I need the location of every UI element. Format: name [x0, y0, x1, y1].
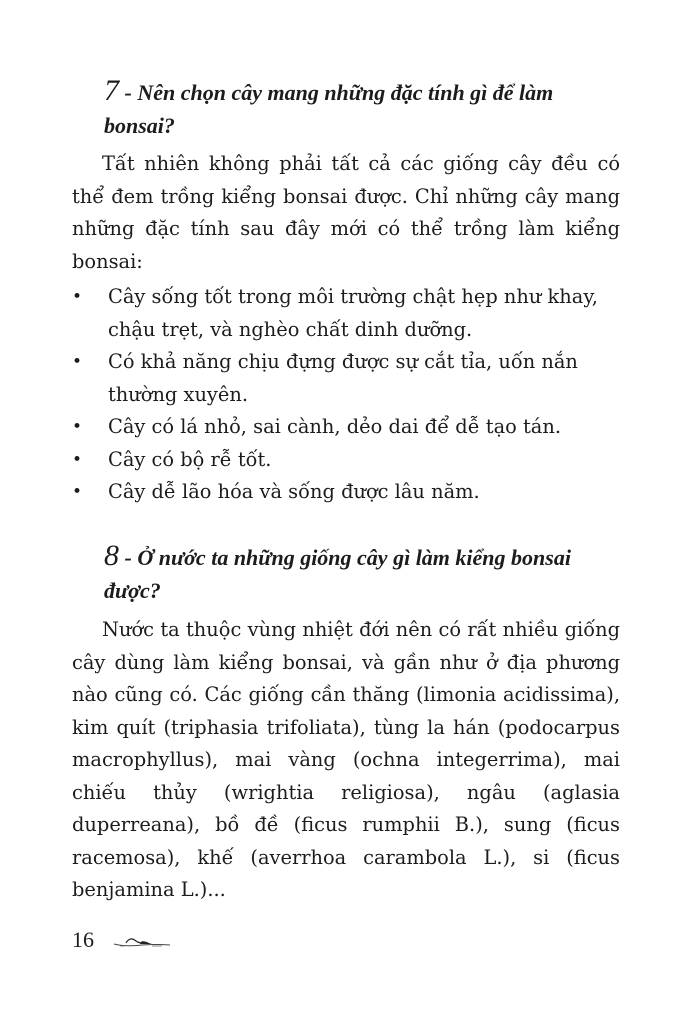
- section-7-heading: [104, 74, 624, 142]
- bullet-icon: •: [72, 417, 83, 437]
- list-item-text: Cây có lá nhỏ, sai cành, dẻo dai để dễ tạo tán.: [108, 415, 561, 438]
- list-item-text: Cây có bộ rễ tốt.: [108, 447, 272, 471]
- bullet-icon: •: [72, 449, 83, 470]
- section-8-heading: [104, 539, 624, 607]
- list-item: [72, 444, 620, 477]
- section-7-title: - Nên chọn cây mang những đặc tính gì để làm bonsai?: [104, 80, 554, 138]
- list-item: [72, 411, 620, 444]
- list-item-text: Có khả năng chịu đựng được sự cắt tỉa, uốn nắn thường xuyên.: [108, 350, 578, 406]
- list-item-text: Cây dễ lão hóa và sống được lâu năm.: [108, 480, 480, 503]
- page-number: 16: [72, 927, 94, 952]
- section-8-title: - Ở nước ta những giống cây gì làm kiểng bonsai được?: [104, 545, 571, 603]
- bullet-icon: •: [72, 352, 83, 372]
- boat-ornament-icon: [112, 932, 172, 948]
- traits-list: [72, 281, 620, 509]
- section-7-number: 7: [104, 74, 119, 107]
- list-item: [72, 346, 620, 411]
- section-7-intro: Tất nhiên không phải tất cả các giống cây đều có thể đem trồng kiểng bonsai được. Chỉ những cây mang những đặc tính sau đây mới có thể trồng làm kiểng bonsai:: [72, 152, 620, 273]
- list-item-text: Cây sống tốt trong môi trường chật hẹp như khay, chậu trẹt, và nghèo chất dinh dưỡng.: [108, 285, 598, 341]
- bullet-icon: •: [72, 482, 83, 502]
- list-item: [72, 281, 620, 346]
- section-8-number: 8: [104, 539, 119, 572]
- section-8-body: Nước ta thuộc vùng nhiệt đới nên có rất nhiều giống cây dùng làm kiểng bonsai, và gần như ở địa phương nào cũng có. Các giống cần thăng (limonia acidissima), kim quít (triphasia trifoliata), tùng la hán (podocarpus macrophyllus), mai vàng (ochna integerrima), mai chiếu thủy (wrightia religiosa), ngâu (aglasia duperreana), bồ đề (ficus rumphii B.), sung (ficus racemosa), khế (averrhoa carambola L.), si (ficus benjamina L.)...: [72, 618, 620, 901]
- list-item: [72, 476, 620, 509]
- bullet-icon: •: [72, 287, 83, 307]
